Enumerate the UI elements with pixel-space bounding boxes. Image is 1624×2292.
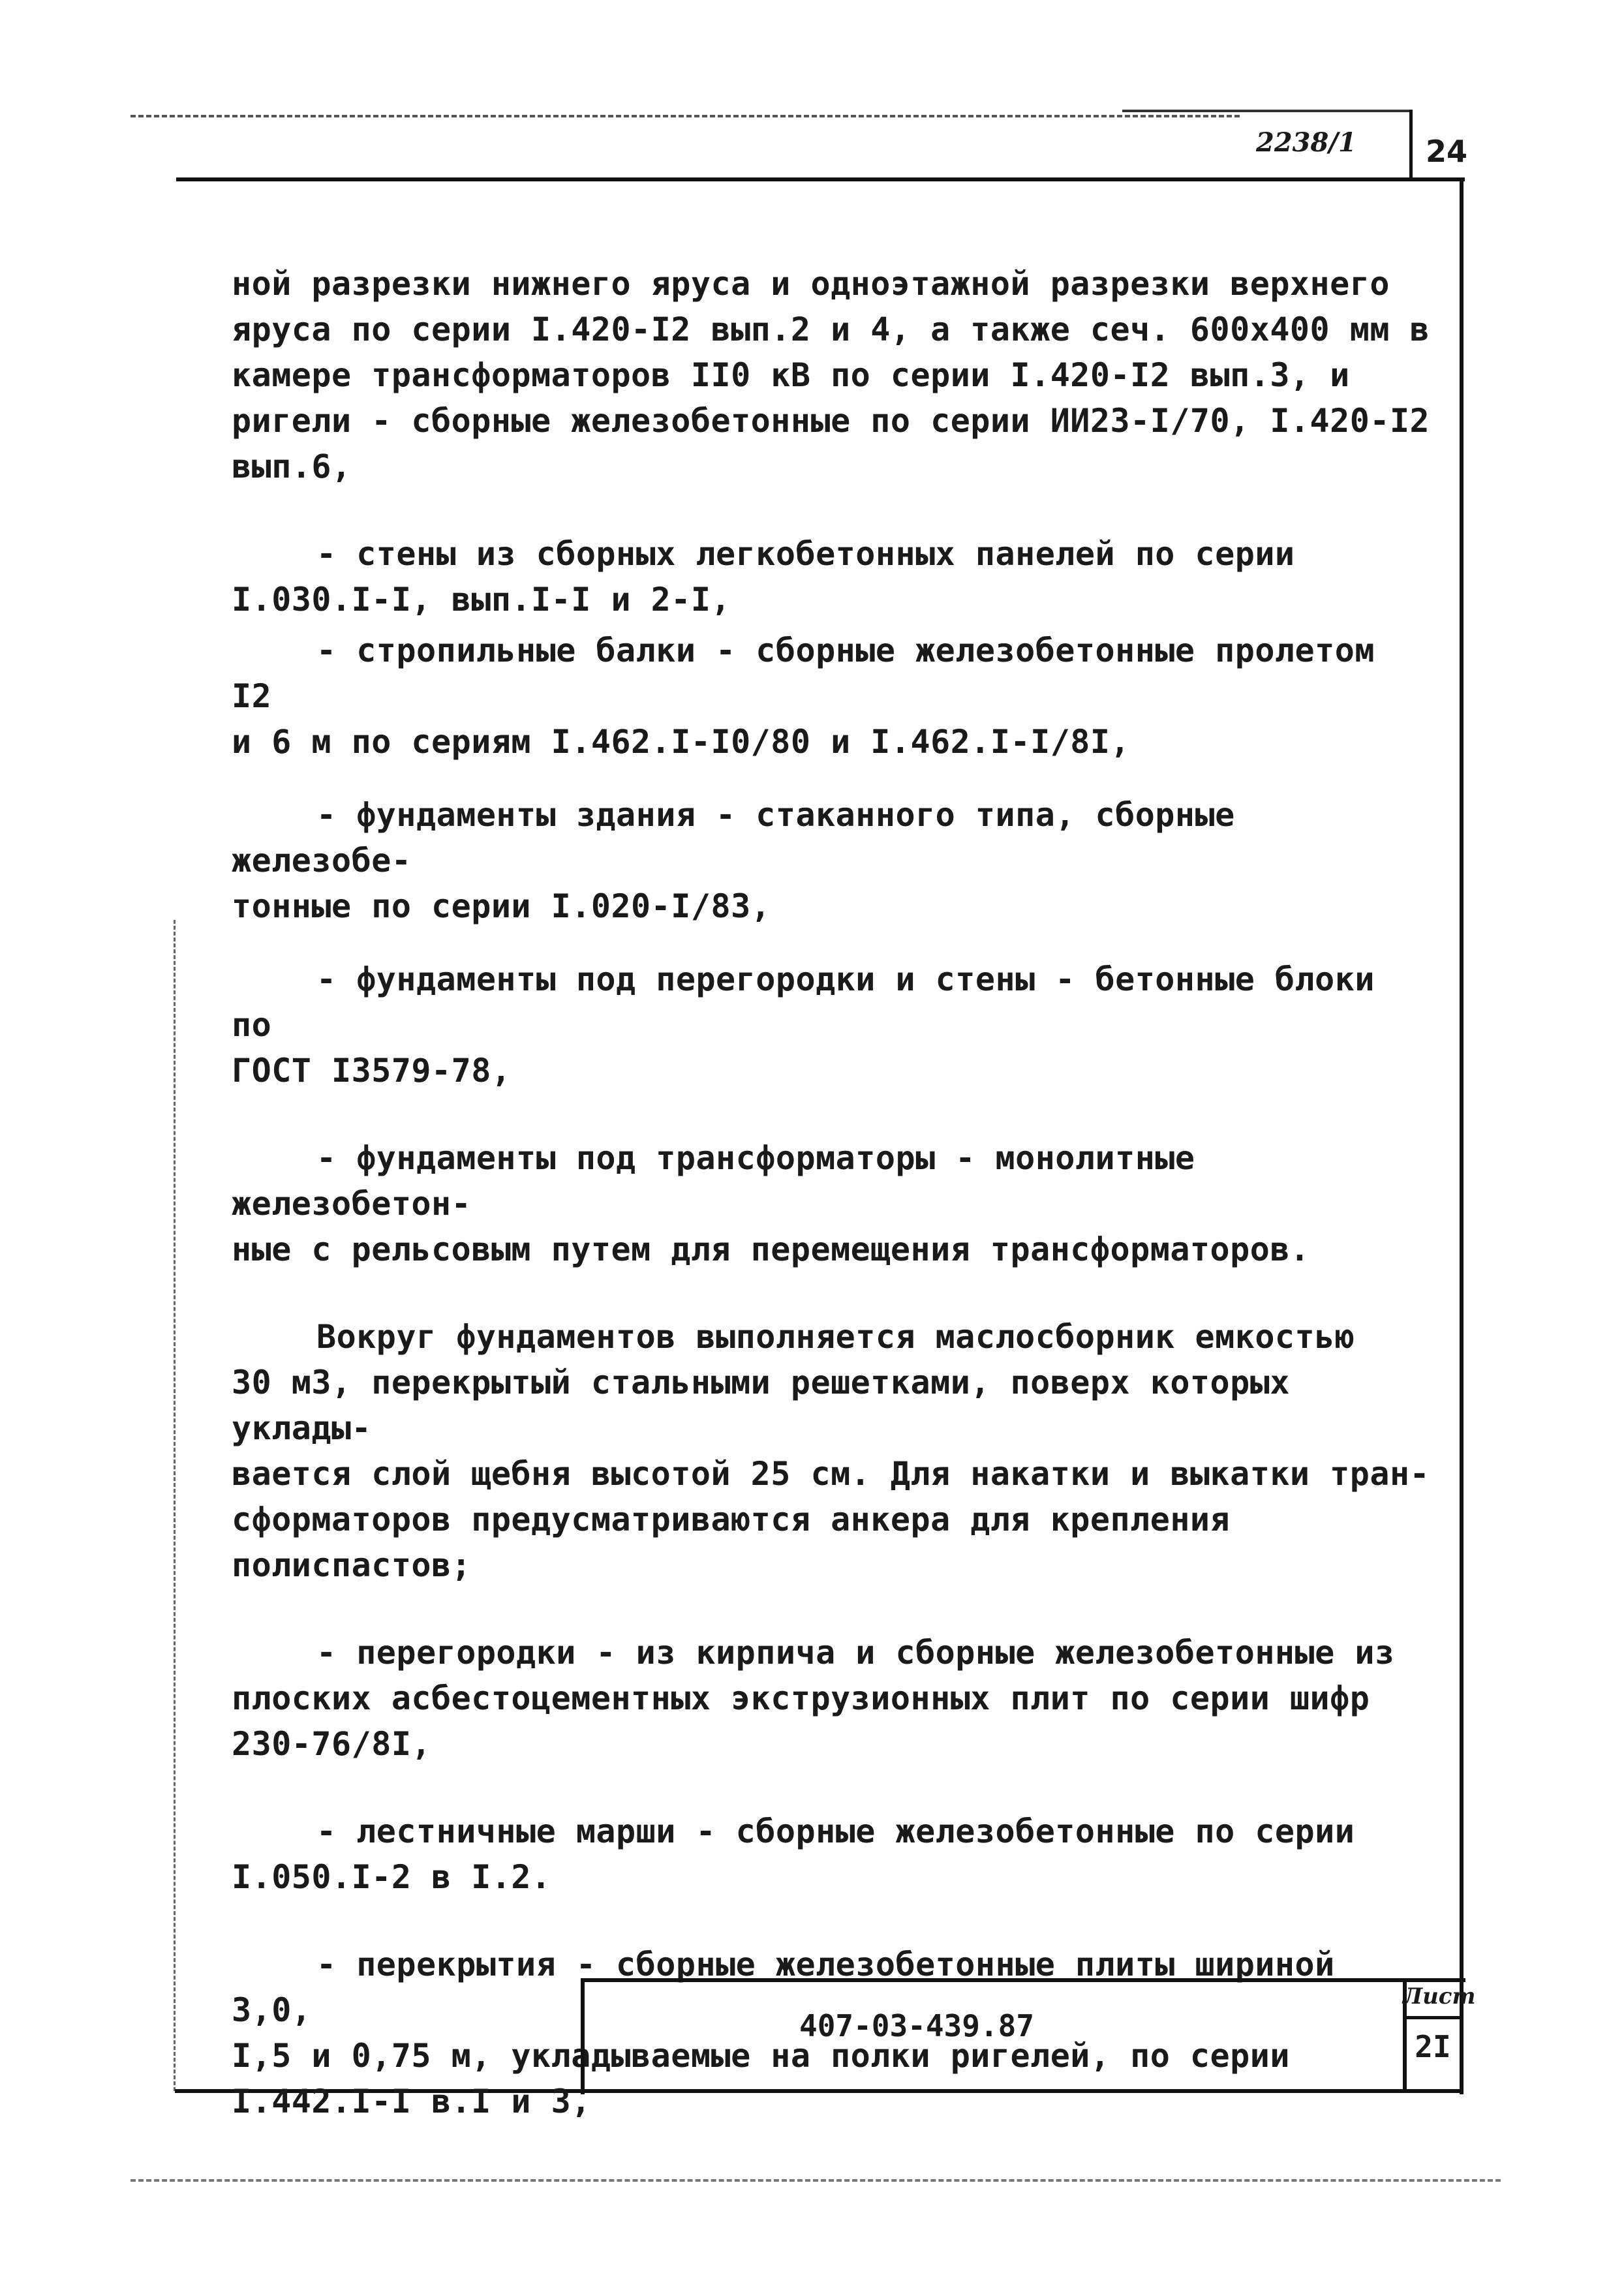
sheet-label: Лист: [1403, 1983, 1476, 2009]
header-rule: [1122, 110, 1409, 112]
paragraph-beams: - стропильные балки - сборные железобетонные пролетом I2 и 6 м по сериям I.462.I-I0/80 и I.462.I-I/8I,: [232, 632, 1375, 761]
page-number: 24: [1426, 134, 1468, 169]
paragraph-foundations: - фундаменты здания - стаканного типа, сборные железобе- тонные по серии I.020-I/83,: [232, 796, 1235, 925]
scan-artifact-bottom: [130, 2179, 1501, 2182]
body-text: [232, 261, 1432, 2124]
frame-right-border: [1460, 177, 1463, 2094]
paragraph-transformer-foundations: - фундаменты под трансформаторы - монолитные железобетон- ные с рельсовым путем для перемещения трансформаторов.: [232, 1139, 1310, 1268]
paragraph-walls: - стены из сборных легкобетонных панелей по серии I.030.I-I, вып.I-I и 2-I,: [232, 535, 1295, 619]
frame-left-border: [174, 920, 176, 2091]
paragraph-oil-collector: Вокруг фундаментов выполняется маслосборник емкостью 30 м3, перекрытый стальными решетками, поверх которых уклады- вается слой щебня высотой 25 см. Для накатки и выкатки тран- сформаторов предусматриваются анкера для крепления полиспастов;: [232, 1318, 1430, 1584]
sheet-box-divider: [1403, 2016, 1463, 2019]
frame-top-border: [176, 177, 1465, 181]
paragraph-stairs: - лестничные марши - сборные железобетонные по серии I.050.I-2 в I.2.: [232, 1812, 1355, 1896]
sheet-number: 2I: [1415, 2029, 1451, 2064]
paragraph-partitions: - перегородки - из кирпича и сборные железобетонные из плоских асбестоцементных экструзионных плит по серии шифр 230-76/8I,: [232, 1634, 1395, 1763]
paragraph-1: ной разрезки нижнего яруса и одноэтажной разрезки верхнего яруса по серии I.420-I2 вып.2 и 4, а также сеч. 600х400 мм в камере трансформаторов II0 кВ по серии I.420-I2 вып.3, и ригели - сборные железобетонные по серии ИИ23-I/70, I.420-I2 вып.6,: [232, 265, 1430, 485]
scan-artifact-top: [130, 115, 1240, 117]
paragraph-floors: - перекрытия - сборные железобетонные плиты шириной 3,0, I,5 и 0,75 м, укладываемые на полки ригелей, по серии I.442.I-I в.I и 3,: [232, 1946, 1335, 2120]
document-code: 407-03-439.87: [799, 2008, 1035, 2043]
paragraph-partition-foundations: - фундаменты под перегородки и стены - бетонные блоки по ГОСТ I3579-78,: [232, 960, 1375, 1090]
handwritten-stamp: 2238/1: [1256, 127, 1356, 158]
